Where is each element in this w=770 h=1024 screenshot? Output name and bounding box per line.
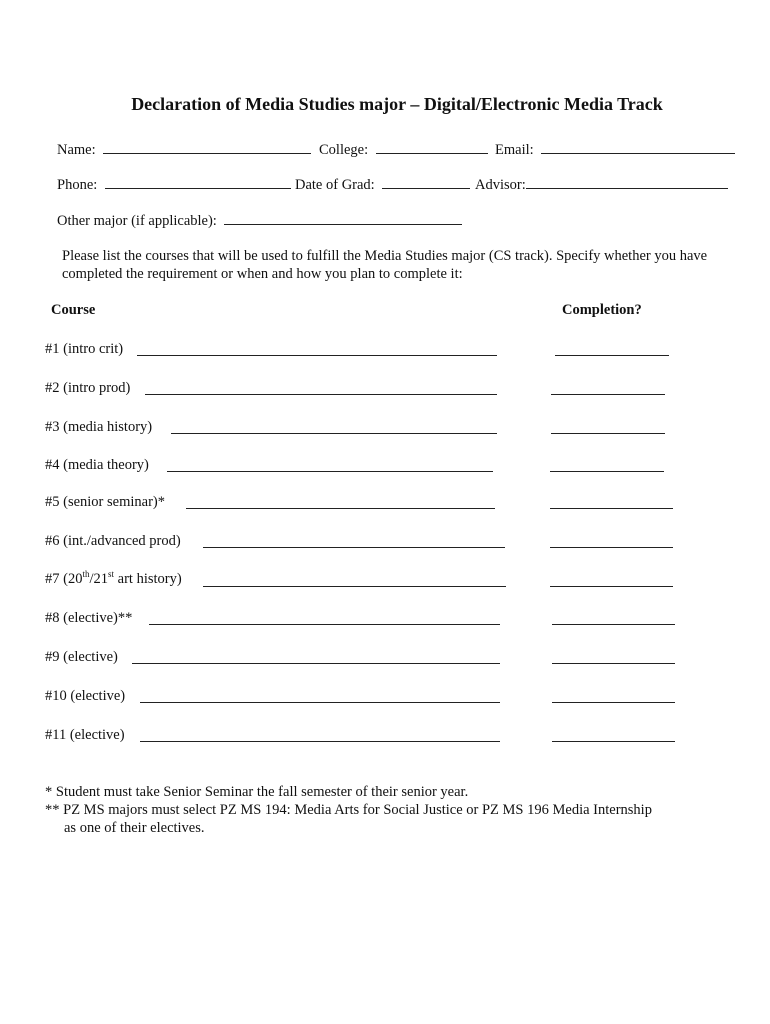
name-blank[interactable] <box>103 141 311 154</box>
course-column-header: Course <box>51 302 96 318</box>
course-blank-8[interactable] <box>149 624 500 625</box>
date-of-grad-label: Date of Grad: <box>295 177 375 193</box>
course-label: #10 (elective) <box>45 688 126 704</box>
date-of-grad-field <box>295 176 474 194</box>
course-row-9 <box>45 649 118 666</box>
course-label: #8 (elective)** <box>45 610 133 626</box>
other-major-label: Other major (if applicable): <box>57 213 217 229</box>
course-blank-1[interactable] <box>137 355 497 356</box>
course-label: #5 (senior seminar)* <box>45 494 165 510</box>
completion-blank-6[interactable] <box>550 547 673 548</box>
page-title: Declaration of Media Studies major – Digital/Electronic Media Track <box>131 94 663 114</box>
course-row-8 <box>45 610 132 627</box>
course-row-5 <box>45 494 165 511</box>
completion-blank-9[interactable] <box>552 663 675 664</box>
course-row-1 <box>45 341 123 358</box>
course-blank-6[interactable] <box>203 547 505 548</box>
footnote-2-continuation: as one of their electives. <box>64 820 205 836</box>
completion-blank-7[interactable] <box>550 586 673 587</box>
email-label: Email: <box>495 142 534 158</box>
course-blank-2[interactable] <box>145 394 497 395</box>
completion-blank-2[interactable] <box>551 394 665 395</box>
course-blank-4[interactable] <box>167 471 493 472</box>
completion-blank-3[interactable] <box>551 433 665 434</box>
completion-blank-5[interactable] <box>550 508 673 509</box>
course-row-11 <box>45 727 125 744</box>
course-label: #9 (elective) <box>45 649 118 665</box>
completion-blank-11[interactable] <box>552 741 675 742</box>
course-label: #6 (int./advanced prod) <box>45 533 181 549</box>
email-field <box>495 141 739 159</box>
course-label: #7 (20th/21st art history) <box>45 569 182 587</box>
completion-blank-10[interactable] <box>552 702 675 703</box>
course-row-10 <box>45 688 125 705</box>
college-field <box>319 141 492 159</box>
phone-label: Phone: <box>57 177 98 193</box>
email-blank[interactable] <box>541 141 735 154</box>
college-label: College: <box>319 142 369 158</box>
other-major-field <box>57 212 466 230</box>
course-row-4 <box>45 457 149 474</box>
course-label: #4 (media theory) <box>45 457 149 473</box>
phone-field <box>57 176 295 194</box>
course-row-2 <box>45 380 130 397</box>
completion-blank-8[interactable] <box>552 624 675 625</box>
course-blank-11[interactable] <box>140 741 500 742</box>
course-blank-7[interactable] <box>203 586 506 587</box>
advisor-field <box>475 176 732 194</box>
name-label: Name: <box>57 142 96 158</box>
footnote-2: ** PZ MS majors must select PZ MS 194: Media Arts for Social Justice or PZ MS 196 Media Internship <box>45 802 652 818</box>
course-label: #11 (elective) <box>45 727 125 743</box>
advisor-blank[interactable] <box>526 176 728 189</box>
name-field <box>57 141 315 159</box>
course-label: #2 (intro prod) <box>45 380 131 396</box>
footnote-1: * Student must take Senior Seminar the fall semester of their senior year. <box>45 784 469 800</box>
completion-blank-1[interactable] <box>555 355 669 356</box>
instructions-text: Please list the courses that will be used to fulfill the Media Studies major (CS track). Specify whether you have completed the requirement or when and how you plan to complete it: <box>62 248 708 282</box>
course-label: #1 (intro crit) <box>45 341 124 357</box>
course-label: #3 (media history) <box>45 419 153 435</box>
other-major-blank[interactable] <box>224 212 462 225</box>
college-blank[interactable] <box>376 141 488 154</box>
completion-column-header: Completion? <box>562 302 642 318</box>
completion-blank-4[interactable] <box>550 471 664 472</box>
course-row-3 <box>45 419 152 436</box>
advisor-label: Advisor: <box>475 177 526 193</box>
course-row-6 <box>45 533 181 550</box>
course-blank-9[interactable] <box>132 663 500 664</box>
date-of-grad-blank[interactable] <box>382 176 470 189</box>
phone-blank[interactable] <box>105 176 291 189</box>
course-blank-10[interactable] <box>140 702 500 703</box>
course-blank-5[interactable] <box>186 508 495 509</box>
course-row-7 <box>45 571 182 588</box>
course-blank-3[interactable] <box>171 433 497 434</box>
